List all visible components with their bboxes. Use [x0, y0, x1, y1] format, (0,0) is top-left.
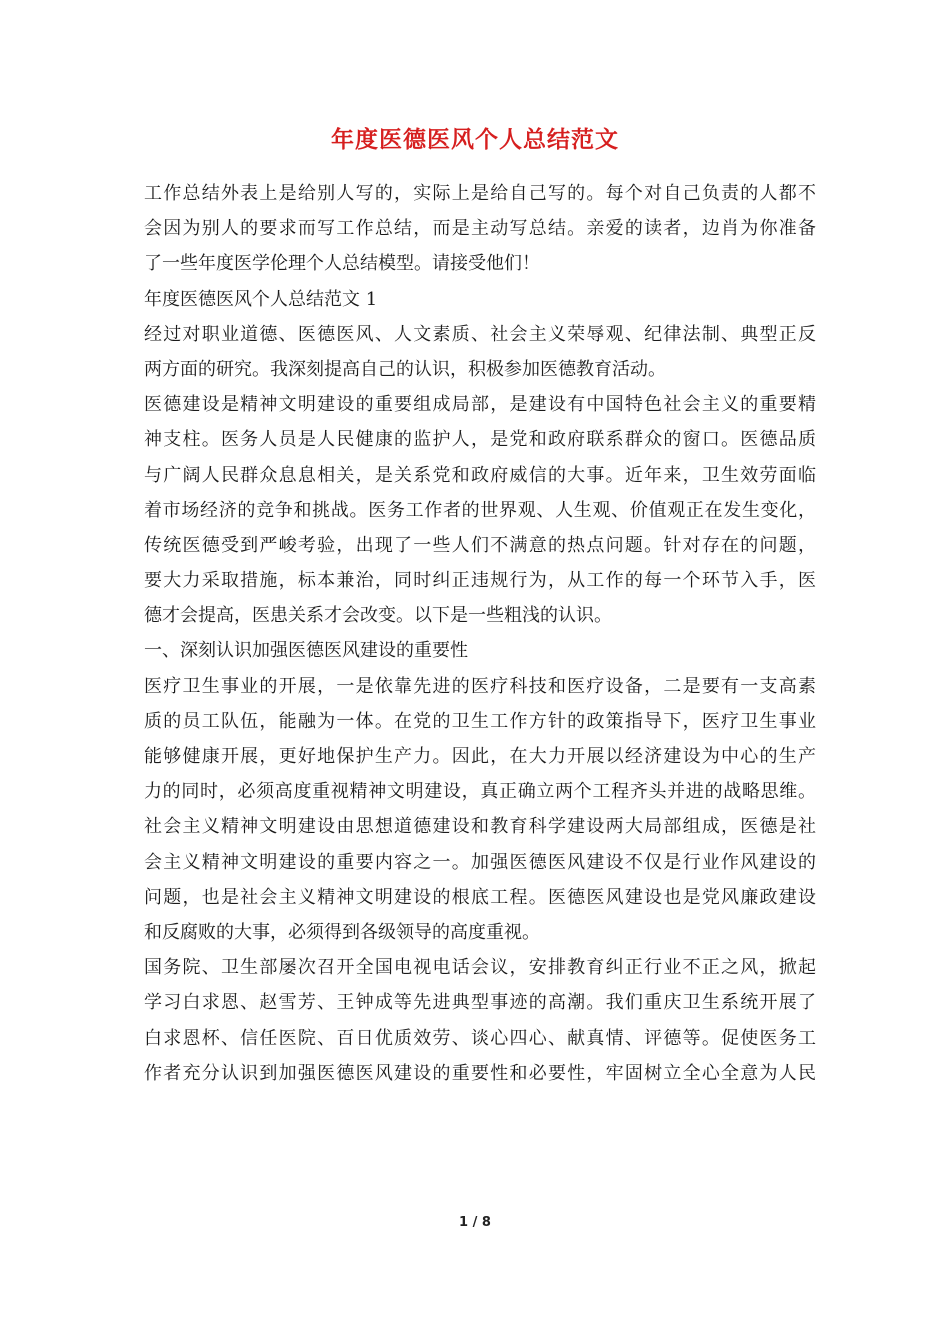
section-heading: 一、深刻认识加强医德医风建设的重要性: [144, 640, 468, 662]
text-line: 力的同时，必须高度重视精神文明建设，真正确立两个工程齐头并进的战略思维。: [144, 781, 816, 803]
text-line: 能够健康开展，更好地保护生产力。因此，在大力开展以经济建设为中心的生产: [144, 746, 816, 767]
text-line: 要大力采取措施，标本兼治，同时纠正违规行为，从工作的每一个环节入手，医: [144, 570, 816, 592]
text-line: 神支柱。医务人员是人民健康的监护人，是党和政府联系群众的窗口。医德品质: [144, 429, 816, 451]
text-line: 着市场经济的竞争和挑战。医务工作者的世界观、人生观、价值观正在发生变化，: [144, 499, 816, 521]
text-line: 国务院、卫生部屡次召开全国电视电话会议，安排教育纠正行业不正之风，掀起: [144, 957, 816, 979]
document-body: [144, 176, 816, 1091]
text-line: 社会主义精神文明建设由思想道德建设和教育科学建设两大局部组成，医德是社: [144, 816, 816, 838]
text-line: 学习白求恩、赵雪芳、王钟成等先进典型事迹的高潮。我们重庆卫生系统开展了: [144, 992, 816, 1014]
section-heading: 年度医德医风个人总结范文 1: [144, 288, 378, 310]
text-line: 传统医德受到严峻考验，出现了一些人们不满意的热点问题。针对存在的问题，: [144, 534, 816, 556]
text-line: 德才会提高，医患关系才会改变。以下是一些粗浅的认识。: [144, 605, 612, 627]
text-line: 与广阔人民群众息息相关，是关系党和政府威信的大事。近年来，卫生效劳面临: [144, 464, 816, 486]
text-line: 医疗卫生事业的开展，一是依靠先进的医疗科技和医疗设备，二是要有一支高素: [144, 675, 816, 697]
text-line: 作者充分认识到加强医德医风建设的重要性和必要性，牢固树立全心全意为人民: [144, 1062, 816, 1084]
text-line: 会因为别人的要求而写工作总结，而是主动写总结。亲爱的读者，边肖为你准备: [144, 218, 816, 240]
document-title: 年度医德医风个人总结范文: [331, 126, 619, 153]
text-line: 两方面的研究。我深刻提高自己的认识，积极参加医德教育活动。: [144, 358, 666, 380]
text-line: 医德建设是精神文明建设的重要组成局部，是建设有中国特色社会主义的重要精: [144, 394, 816, 416]
text-line: 经过对职业道德、医德医风、人文素质、社会主义荣辱观、纪律法制、典型正反: [144, 323, 816, 345]
text-line: 质的员工队伍，能融为一体。在党的卫生工作方针的政策指导下，医疗卫生事业: [144, 710, 816, 732]
text-line: 白求恩杯、信任医院、百日优质效劳、谈心四心、献真情、评德等。促使医务工: [144, 1027, 816, 1049]
text-line: 问题，也是社会主义精神文明建设的根底工程。医德医风建设也是党风廉政建设: [144, 886, 816, 908]
text-line: 工作总结外表上是给别人写的，实际上是给自己写的。每个对自己负责的人都不: [144, 183, 816, 204]
text-line: 了一些年度医学伦理个人总结模型。请接受他们！: [144, 253, 540, 275]
text-line: 会主义精神文明建设的重要内容之一。加强医德医风建设不仅是行业作风建设的: [144, 851, 816, 873]
page-number: 1 / 8: [459, 1215, 491, 1230]
text-line: 和反腐败的大事，必须得到各级领导的高度重视。: [144, 921, 540, 943]
